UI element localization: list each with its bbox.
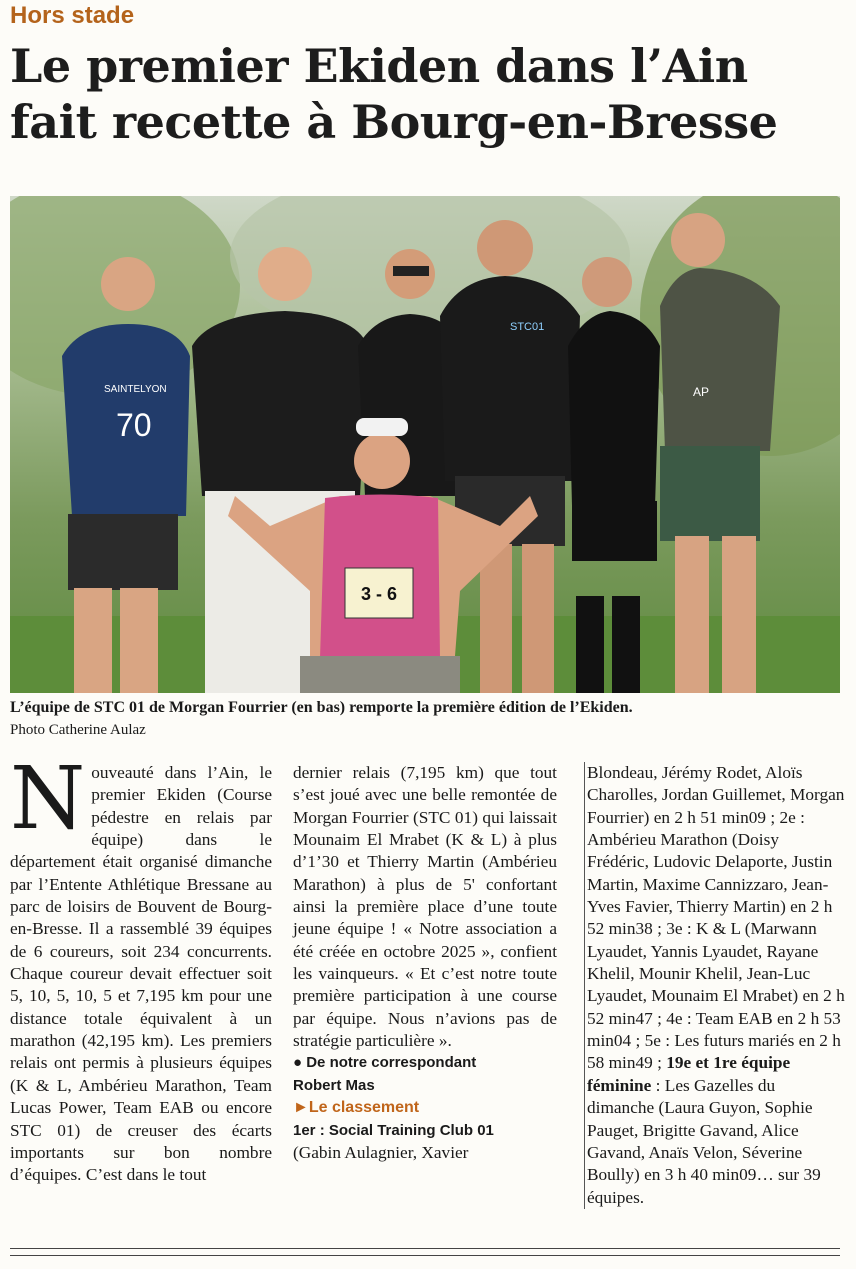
article-column-1 xyxy=(10,749,272,1187)
section-kicker: Hors stade xyxy=(10,2,135,29)
drop-cap: N xyxy=(10,749,86,849)
headline-line-2: fait recette à Bourg-en-Bresse xyxy=(10,95,778,149)
photo-caption: L’équipe de STC 01 de Morgan Fourrier (en bas) remporte la première édition de l’Ekiden. xyxy=(10,699,633,716)
headline xyxy=(10,38,850,150)
shirt-text-4: AP xyxy=(693,385,710,399)
team-photo xyxy=(10,196,840,693)
bottom-rule xyxy=(10,1248,840,1256)
byline-name: Robert Mas xyxy=(293,1076,375,1094)
race-bib-number: 3 - 6 xyxy=(360,584,398,604)
photo-credit: Photo Catherine Aulaz xyxy=(10,722,146,738)
column-2-tail: (Gabin Aulagnier, Xavier xyxy=(293,1142,469,1162)
column-2-text: dernier relais (7,195 km) que tout s’est joué avec une belle remontée de Morgan Fourrier (STC 01) qui laissait Mounaim El Mrabet (K & L) à plus d’1’30 et Thierry Martin (Ambérieu Marathon) à plus de 5' confortant ainsi la première place d’une toute jeune équipe ! « Notre association a été créée en octobre 2025 », confient les vainqueurs. « Et c’est notre toute première participation à une course par équipe. Nous n’avions pas de stratégie particulière ». xyxy=(293,763,557,1051)
byline-label: ● De notre correspondant xyxy=(293,1054,477,1072)
team-photo-illustration xyxy=(10,196,840,693)
shirt-text-1: SAINTELYON xyxy=(104,384,167,395)
column-3-text: Blondeau, Jérémy Rodet, Aloïs Charolles, Jordan Guillemet, Morgan Fourrier) en 2 h 51 min09 ; 2e : Ambérieu Marathon (Doisy Frédéric, Ludovic Delaporte, Justin Martin, Maxime Cannizzaro, Jean-Yves Favier, Thierry Martin) en 2 h 52 min38 ; 3e : K & L (Marwann Lyaudet, Yannis Lyaudet, Rayane Khelil, Mounir Khelil, Jean-Luc Lyaudet, Mounaim El Mrabet) en 2 h 52 min47 ; 4e : Team EAB en 2 h 53 min04 ; 5e : Les futurs mariés en 2 h 58 min49 ; xyxy=(587,763,845,1073)
headline-line-1: Le premier Ekiden dans l’Ain xyxy=(10,39,748,93)
article-column-2 xyxy=(293,762,557,1164)
article-column-3 xyxy=(584,762,845,1209)
shirt-text-2: 70 xyxy=(116,407,152,443)
first-place-result: 1er : Social Training Club 01 xyxy=(293,1121,494,1139)
results-heading: ►Le classement xyxy=(293,1099,420,1117)
column-1-text: ouveauté dans l’Ain, le premier Ekiden (Course pédestre en relais par équipe) dans le département était organisé dimanche par l’Entente Athlétique Bressane au parc de loisirs de Bouvent de Bourg-en-Bresse. Il a rassemblé 39 équipes de 6 coureurs, soit 234 concurrents. Chaque coureur devait effectuer soit 5, 10, 5, 10, 5 et 7,195 km pour une distance totale équivalent à un marathon (42,195 km). Les premiers relais ont permis à plusieurs équipes (K & L, Ambérieu Marathon, Team Lucas Power, Team EAB ou encore STC 01) de creuser des écarts importants sur bon nombre d’équipes. C’est dans le tout xyxy=(10,763,272,1185)
women-team-label: 19e et 1re équipe féminine xyxy=(587,1053,791,1095)
column-3-end: : Les Gazelles du dimanche (Laura Guyon, Sophie Pauget, Brigitte Gavand, Alice Gavand, Anaïs Velon, Séverine Boully) en 3 h 40 min09… sur 39 équipes. xyxy=(587,1075,821,1207)
shirt-text-3: STC01 xyxy=(510,321,545,333)
